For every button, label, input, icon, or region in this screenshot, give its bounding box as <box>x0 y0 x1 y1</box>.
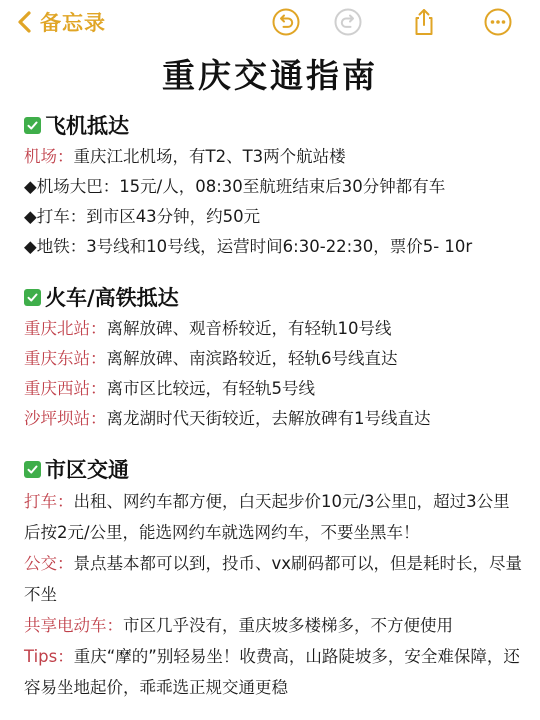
text-line <box>24 172 524 202</box>
section-heading <box>24 108 524 142</box>
spacer <box>24 262 524 278</box>
line-label: Tips： <box>24 647 74 666</box>
section-heading-text: 飞机抵达 <box>45 114 129 138</box>
chevron-left-icon <box>16 10 34 34</box>
checkmark-icon <box>24 117 41 134</box>
text-line <box>24 610 524 641</box>
back-label: 备忘录 <box>40 11 106 35</box>
text-line <box>24 314 524 344</box>
line-label: 重庆西站： <box>24 379 107 398</box>
line-text: ◆机场大巴：15元/人，08:30至航班结束后30分钟都有车 <box>24 177 446 196</box>
redo-icon <box>333 7 363 37</box>
line-text: 离解放碑、南滨路较近，轻轨6号线直达 <box>106 349 398 368</box>
section-heading <box>24 280 524 314</box>
line-text: 重庆江北机场，有T2、T3两个航站楼 <box>73 147 346 166</box>
line-text: 出租、网约车都方便，白天起步价10元/3公里▯，超过3公里后按2元/公里，能选网约车就选网约车，不要坐黑车！ <box>24 492 510 542</box>
text-line <box>24 641 524 703</box>
line-label: 沙坪坝站： <box>24 409 107 428</box>
line-label: 重庆东站： <box>24 349 107 368</box>
note-title[interactable]: 重庆交通指南 <box>162 56 378 95</box>
undo-button[interactable] <box>270 6 302 38</box>
redo-button[interactable] <box>332 6 364 38</box>
line-text: 离龙湖时代天街较近，去解放碑有1号线直达 <box>106 409 431 428</box>
section-heading <box>24 452 524 486</box>
line-text: 景点基本都可以到，投币、vx刷码都可以，但是耗时长，尽量不坐 <box>24 554 523 604</box>
text-line <box>24 548 524 610</box>
section-heading-text: 市区交通 <box>45 458 129 482</box>
spacer <box>24 434 524 450</box>
text-line <box>24 344 524 374</box>
line-text: ◆地铁：3号线和10号线，运营时间6:30-22:30，票价5- 10r <box>24 237 473 256</box>
section-heading-text: 火车/高铁抵达 <box>45 286 179 310</box>
line-text: 离解放碑、观音桥较近，有轻轨10号线 <box>106 319 392 338</box>
text-line <box>24 142 524 172</box>
checkmark-icon <box>24 461 41 478</box>
line-text: 离市区比较远，有轻轨5号线 <box>106 379 315 398</box>
note-body[interactable] <box>24 106 524 703</box>
back-button[interactable] <box>16 6 106 38</box>
undo-icon <box>271 7 301 37</box>
text-line <box>24 486 524 548</box>
text-line <box>24 232 524 262</box>
share-button[interactable] <box>408 6 440 38</box>
more-button[interactable] <box>482 6 514 38</box>
line-text: 市区几乎没有，重庆坡多楼梯多，不方便使用 <box>123 616 453 635</box>
text-line <box>24 374 524 404</box>
line-text: ◆打车：到市区43分钟，约50元 <box>24 207 261 226</box>
line-label: 打车： <box>24 492 74 511</box>
line-label: 公交： <box>24 554 74 573</box>
line-label: 重庆北站： <box>24 319 107 338</box>
line-label: 机场： <box>24 147 74 166</box>
share-icon <box>409 7 439 37</box>
text-line <box>24 404 524 434</box>
checkmark-icon <box>24 289 41 306</box>
more-icon <box>483 7 513 37</box>
navigation-bar <box>0 0 540 44</box>
line-text: 重庆“摩的”别轻易坐！收费高，山路陡坡多，安全难保障，还容易坐地起价，乖乖选正规交通更稳 <box>24 647 520 697</box>
line-label: 共享电动车： <box>24 616 123 635</box>
text-line <box>24 202 524 232</box>
